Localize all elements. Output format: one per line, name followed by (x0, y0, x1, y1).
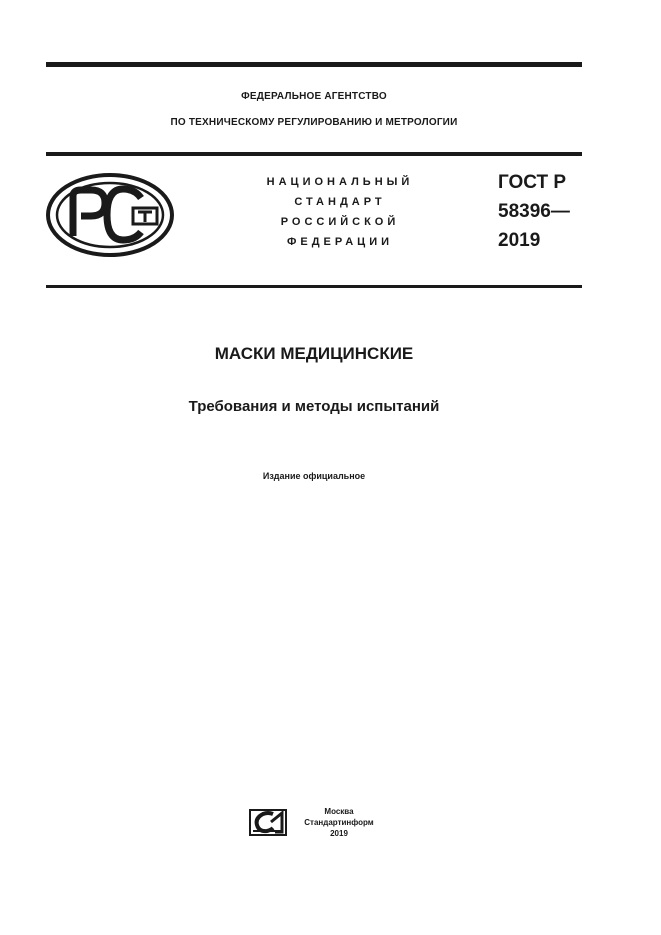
gost-line-2: 58396— (498, 201, 570, 222)
document-subtitle: Требования и методы испытаний (188, 398, 440, 415)
national-line-1: НАЦИОНАЛЬНЫЙ (266, 176, 414, 188)
middle-rule (46, 152, 582, 156)
agency-name-line1: ФЕДЕРАЛЬНОЕ АГЕНТСТВО (241, 91, 387, 102)
gost-line-1: ГОСТ Р (498, 172, 567, 193)
publisher-name: Стандартинформ (304, 818, 374, 827)
national-line-2: СТАНДАРТ (294, 196, 386, 208)
bottom-rule (46, 285, 582, 288)
top-rule (46, 62, 582, 67)
standartinform-logo-icon (249, 809, 287, 836)
national-line-3: РОССИЙСКОЙ (280, 216, 400, 228)
gost-designation (498, 168, 570, 255)
publisher-block (304, 806, 374, 839)
rst-logo-icon (45, 172, 175, 258)
edition-note: Издание официальное (262, 471, 366, 481)
publisher-city: Москва (324, 807, 354, 816)
national-standard-label (240, 172, 440, 252)
agency-name-line2: ПО ТЕХНИЧЕСКОМУ РЕГУЛИРОВАНИЮ И МЕТРОЛОГИИ (170, 117, 458, 128)
national-line-4: ФЕДЕРАЦИИ (286, 236, 394, 248)
document-title: МАСКИ МЕДИЦИНСКИЕ (214, 344, 414, 363)
publisher-year: 2019 (330, 829, 348, 838)
gost-line-3: 2019 (498, 230, 541, 251)
